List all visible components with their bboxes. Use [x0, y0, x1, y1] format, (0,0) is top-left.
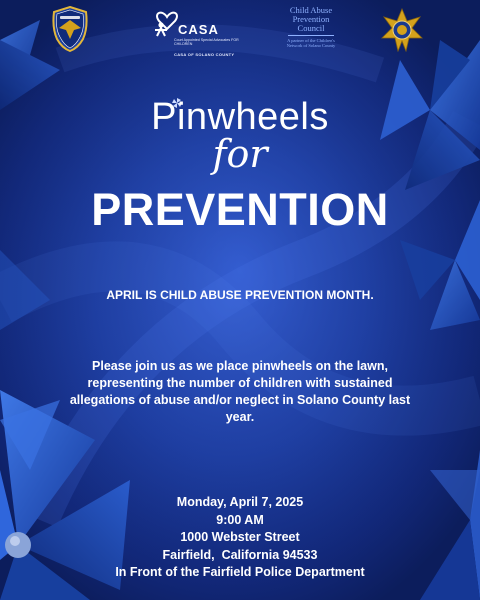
event-details [60, 494, 420, 582]
title-pinwheels: Pinwheels [151, 96, 329, 138]
month-statement: APRIL IS CHILD ABUSE PREVENTION MONTH. [106, 288, 374, 302]
casa-logo [148, 6, 248, 60]
event-city: Fairfield, California 94533 [162, 547, 318, 562]
title-prevention: PREVENTION [91, 184, 389, 235]
casa-tagline: Court Appointed Special Advocates FOR CHILDREN [174, 38, 239, 47]
council-divider [288, 35, 334, 36]
event-date: Monday, April 7, 2025 [176, 495, 304, 509]
casa-name: CASA [178, 22, 219, 37]
event-time: 9:00 AM [216, 512, 264, 527]
invitation-text: Please join us as we place pinwheels on the lawn, representing the number of children with sustained allegations of abuse and/or neglect in Solano County last year. [69, 359, 411, 424]
sheriff-star-logo [380, 8, 424, 52]
casa-county: CASA OF SOLANO COUNTY [174, 52, 235, 57]
event-street: 1000 Webster Street [180, 530, 300, 544]
child-abuse-prevention-council-logo [280, 6, 342, 60]
title-for: for [212, 132, 268, 176]
police-badge-logo [50, 6, 90, 52]
event-location-note: In Front of the Fairfield Police Department [115, 565, 365, 579]
council-tagline: A partner of the Children's Network of Solano County [286, 38, 336, 48]
council-name: Child Abuse Prevention Council [289, 5, 333, 33]
